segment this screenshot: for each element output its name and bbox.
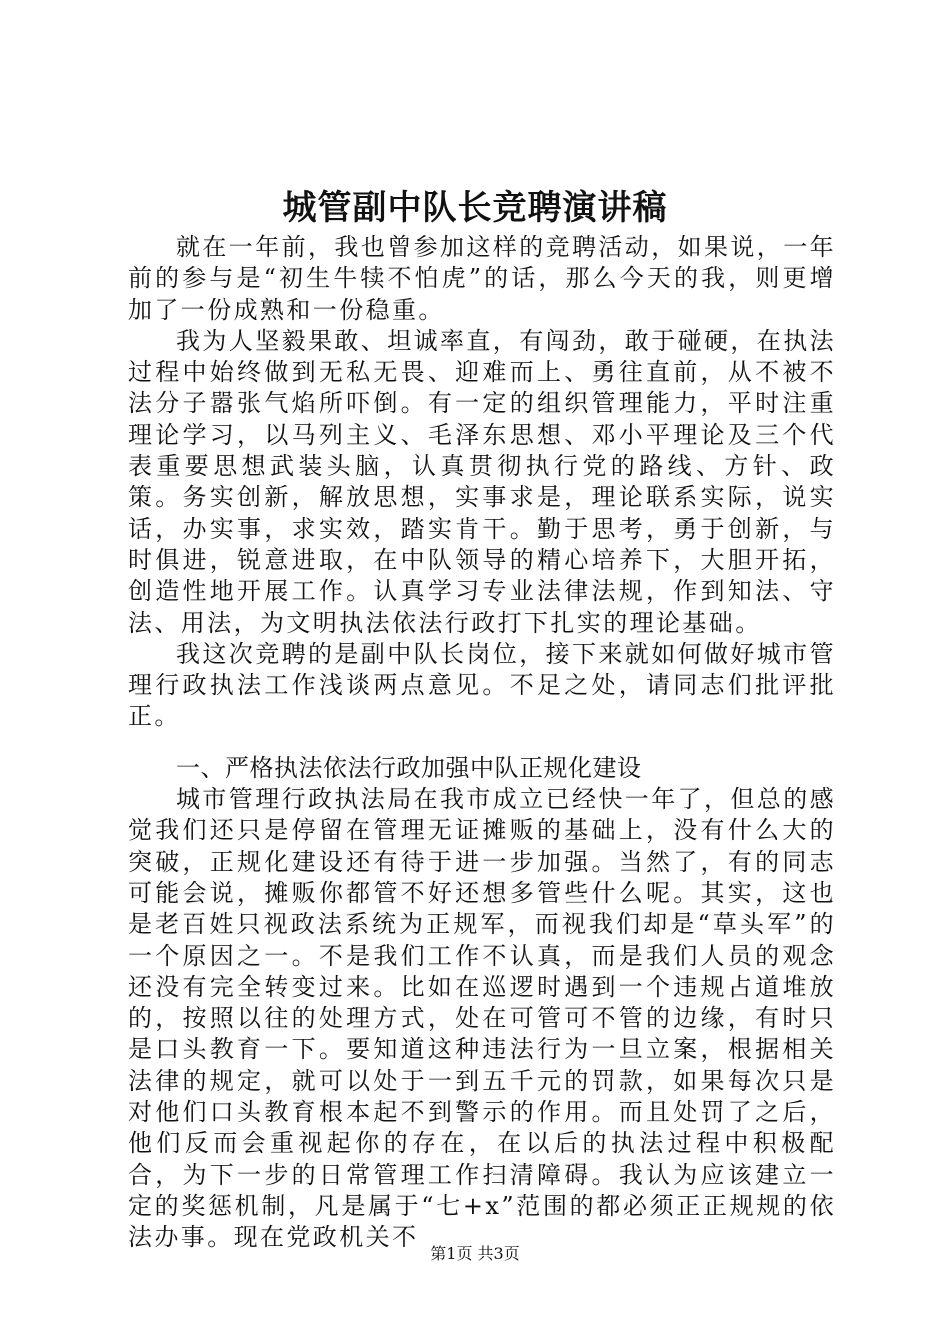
paragraph-position: 我这次竞聘的是副中队长岗位，接下来就如何做好城市管理行政执法工作浅谈两点意见。不足之处，请同志们批评批正。 [128,639,836,731]
section-heading: 一、严格执法依法行政加强中队正规化建设 [176,753,642,782]
paragraph-intro: 就在一年前，我也曾参加这样的竞聘活动，如果说，一年前的参与是“初生牛犊不怕虎”的话，那么今天的我，则更增加了一份成熟和一份稳重。 [128,233,836,324]
document-title: 城管副中队长竞聘演讲稿 [282,188,668,228]
page-footer: 第1页 共3页 [430,1244,520,1263]
paragraph-self-description: 我为人坚毅果敢、坦诚率直，有闯劲，敢于碰硬，在执法过程中始终做到无私无畏、迎难而上、勇往直前，从不被不法分子嚣张气焰所吓倒。有一定的组织管理能力，平时注重理论学习，以马列主义、毛泽东思想、邓小平理论及三个代表重要思想武装头脑，认真贯彻执行党的路线、方针、政策。务实创新，解放思想，实事求是，理论联系实际，说实话，办实事，求实效，踏实肯干。勤于思考，勇于创新，与时俱进，锐意进取，在中队领导的精心培养下，大胆开拓，创造性地开展工作。认真学习专业法律法规，作到知法、守法、用法，为文明执法依法行政打下扎实的理论基础。 [128,326,836,637]
document-body [128,232,836,1254]
paragraph-section-one: 城市管理行政执法局在我市成立已经快一年了，但总的感觉我们还只是停留在管理无证摊贩的基础上，没有什么大的突破，正规化建设还有待于进一步加强。当然了，有的同志可能会说，摊贩你都管不好还想多管些什么呢。其实，这也是老百姓只视政法系统为正规军，而视我们却是“草头军”的一个原因之一。不是我们工作不认真，而是我们人员的观念还没有完全转变过来。比如在巡逻时遇到一个违规占道堆放的，按照以往的处理方式，处在可管可不管的边缘，有时只是口头教育一下。要知道这种违法行为一旦立案，根据相关法律的规定，就可以处于一到五千元的罚款，如果每次只是对他们口头教育根本起不到警示的作用。而且处罚了之后，他们反而会重视起你的存在，在以后的执法过程中积极配合，为下一步的日常管理工作扫清障碍。我认为应该建立一定的奖惩机制，凡是属于“七+x”范围的都必须正正规规的依法办事。现在党政机关不 [128,785,836,1252]
